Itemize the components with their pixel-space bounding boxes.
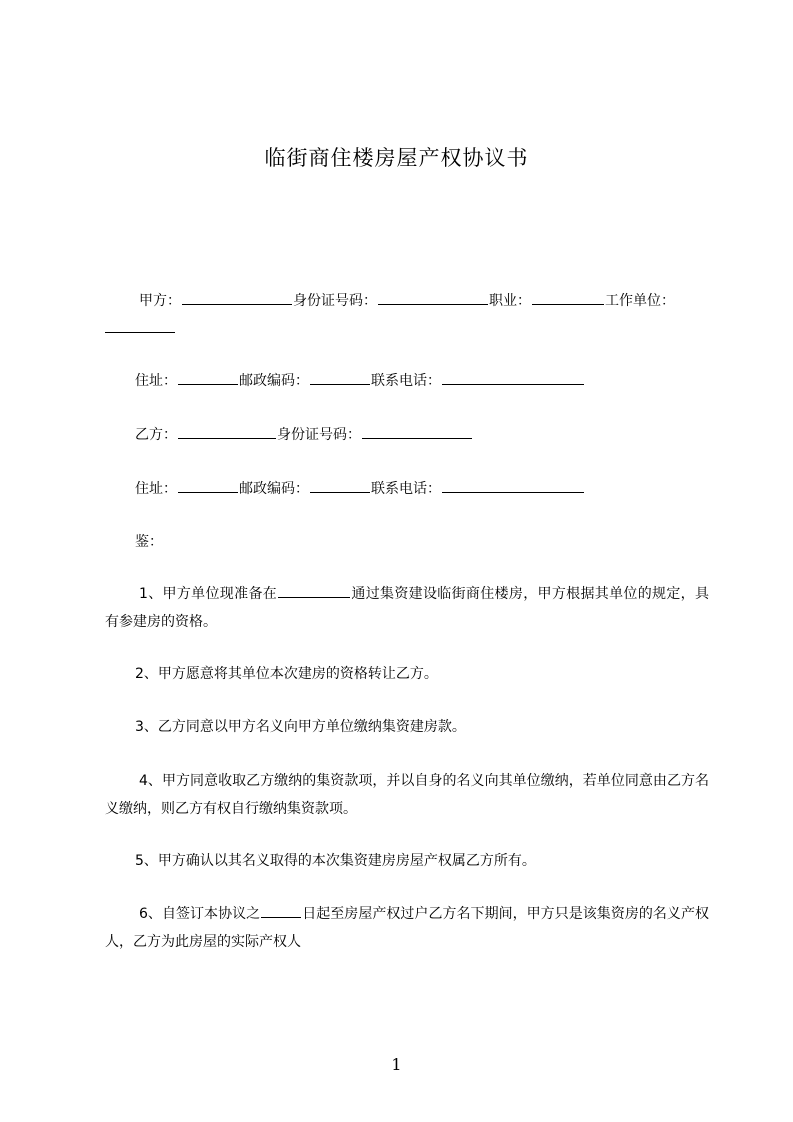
party-a-address-line xyxy=(105,367,735,395)
page-number: 1 xyxy=(391,1055,402,1074)
party-b-id-label: 身份证号码： xyxy=(277,427,361,443)
party-b-address-label: 住址： xyxy=(135,481,177,497)
party-a-label: 甲方： xyxy=(139,293,181,309)
party-b-label: 乙方： xyxy=(135,427,177,443)
party-a-work-label: 工作单位： xyxy=(605,293,675,309)
clause-1-location-blank xyxy=(278,582,350,598)
clause-6-text-b: 日起至房屋产权过户乙方名下期间，甲方只是该集资房的名义产权人，乙方为此房屋的实际产权人 xyxy=(105,906,709,950)
party-a-id-label: 身份证号码： xyxy=(293,293,377,309)
document-title: 临街商住楼房屋产权协议书 xyxy=(264,146,529,170)
clause-2 xyxy=(105,660,709,688)
party-b-postcode-label: 邮政编码： xyxy=(239,481,309,497)
clause-1 xyxy=(105,580,709,636)
clause-3-text: 3、乙方同意以甲方名义向甲方单位缴纳集资建房款。 xyxy=(135,719,466,735)
party-a-info-line xyxy=(105,287,739,315)
party-a-name-blank xyxy=(182,289,292,305)
party-a-id-blank xyxy=(378,289,488,305)
party-b-postcode-blank xyxy=(310,477,370,493)
clause-4-text: 4、甲方同意收取乙方缴纳的集资款项，并以自身的名义向其单位缴纳，若单位同意由乙方名义缴纳，则乙方有权自行缴纳集资款项。 xyxy=(105,773,709,817)
clause-3 xyxy=(105,713,709,741)
party-a-address-label: 住址： xyxy=(135,373,177,389)
clause-6-date-blank xyxy=(261,902,301,918)
party-a-postcode-blank xyxy=(310,369,370,385)
party-b-info-line xyxy=(105,421,735,449)
party-a-phone-blank xyxy=(442,369,584,385)
intro-text: 鉴： xyxy=(135,534,163,550)
party-b-id-blank xyxy=(362,423,472,439)
party-b-phone-blank xyxy=(442,477,584,493)
party-b-address-blank xyxy=(178,477,238,493)
party-a-postcode-label: 邮政编码： xyxy=(239,373,309,389)
party-b-address-line xyxy=(105,475,735,503)
party-a-job-blank xyxy=(532,289,604,305)
intro-line xyxy=(105,528,735,556)
party-b-name-blank xyxy=(178,423,276,439)
party-a-work-blank xyxy=(105,317,175,333)
clause-6 xyxy=(105,900,709,956)
clause-6-text-a: 6、自签订本协议之 xyxy=(139,906,261,922)
clause-5-text: 5、甲方确认以其名义取得的本次集资建房房屋产权属乙方所有。 xyxy=(135,853,536,869)
party-a-job-label: 职业： xyxy=(489,293,531,309)
clause-5 xyxy=(105,847,709,875)
clause-1-text-b: 通过集资建设临街商住楼房，甲方根据其单位的规定，具有参建房的资格。 xyxy=(105,586,709,630)
party-a-address-blank xyxy=(178,369,238,385)
clause-4 xyxy=(105,767,709,823)
party-a-work-blank-line xyxy=(105,315,705,343)
clause-1-text-a: 1、甲方单位现准备在 xyxy=(139,586,278,602)
party-a-phone-label: 联系电话： xyxy=(371,373,441,389)
party-b-phone-label: 联系电话： xyxy=(371,481,441,497)
clause-2-text: 2、甲方愿意将其单位本次建房的资格转让乙方。 xyxy=(135,666,438,682)
